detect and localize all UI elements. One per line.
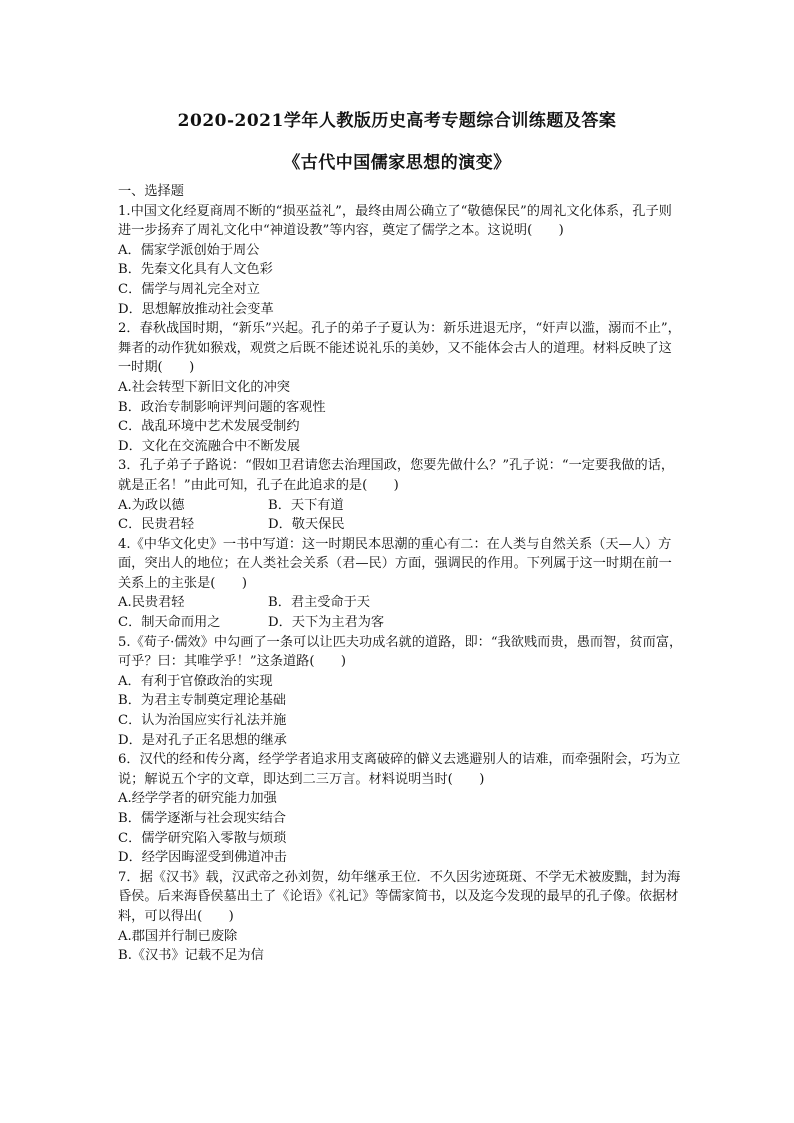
- option-a: A.民贵君轻: [118, 595, 185, 611]
- question-stem: 6．汉代的经和传分离，经学学者追求用支离破碎的僻义去逃避别人的诘难，而牵强附会，巧为立说；解说五个字的文章，即达到二三万言。材料说明当时( ): [118, 752, 681, 787]
- question-2: [118, 319, 684, 456]
- question-stem: 5.《荀子·儒效》中勾画了一条可以让匹夫功成名就的道路，即：“我欲贱而贵，愚而智，贫而富，可乎？曰：其唯学乎！”这条道路( ): [118, 634, 683, 670]
- option-a: A.为政以德: [118, 497, 185, 513]
- question-4: [118, 535, 684, 633]
- question-stem: 3．孔子弟子子路说：“假如卫君请您去治理国政，您要先做什么？”孔子说：“一定要我做的话，就是正名！”由此可知，孔子在此追求的是( ): [118, 458, 675, 493]
- question-stem: 1.中国文化经夏商周不断的“损巫益礼”，最终由周公确立了“敬德保民”的周礼文化体系，孔子则进一步扬弃了周礼文化中“神道设教”等内容，奠定了儒学之本。这说明( ): [118, 203, 672, 239]
- question-stem: 4.《中华文化史》一书中写道：这一时期民本思潮的重心有二：在人类与自然关系（天—人）方面，突出人的地位；在人类社会关系（君—民）方面，强调民的作用。下列属于这一时期在前一关系上的主张是( ): [118, 536, 672, 591]
- option-a: A．有利于官僚政治的实现: [118, 673, 273, 689]
- document-body: [118, 182, 684, 966]
- option-c: C．战乱环境中艺术发展受制约: [118, 419, 300, 435]
- option-d: D．是对孔子正名思想的继承: [118, 732, 287, 748]
- option-b: B．政治专制影响评判问题的客观性: [118, 399, 326, 415]
- question-stem: 2．春秋战国时期，“新乐”兴起。孔子的弟子子夏认为：新乐进退无序，“奸声以滥，溺而不止”，舞者的动作犹如猴戏，观赏之后既不能述说礼乐的美妙，又不能体会古人的道理。材料反映了这一时期( ): [118, 321, 681, 376]
- option-c: C．认为治国应实行礼法并施: [118, 713, 287, 729]
- option-d: D．文化在交流融合中不断发展: [118, 438, 301, 454]
- option-row: [118, 515, 684, 535]
- option-row: [118, 613, 684, 633]
- question-7: [118, 868, 684, 966]
- option-c: C．儒学研究陷入零散与烦琐: [118, 830, 287, 846]
- option-b: B．为君主专制奠定理论基础: [118, 693, 286, 709]
- option-a: A．儒家学派创始于周公: [118, 242, 260, 258]
- option-d: D．经学因晦涩受到佛道冲击: [118, 850, 287, 866]
- option-a: A.经学学者的研究能力加强: [118, 791, 277, 807]
- option-d: D．天下为主君为客: [268, 615, 385, 631]
- section-heading: 一、选择题: [118, 184, 184, 199]
- document-title: 2020-2021学年人教版历史高考专题综合训练题及答案: [177, 111, 617, 131]
- option-b: B.《汉书》记载不足为信: [118, 948, 264, 964]
- option-c: C．儒学与周礼完全对立: [118, 281, 260, 297]
- option-row: [118, 593, 684, 613]
- option-b: B．天下有道: [268, 497, 344, 513]
- option-b: B．先秦文化具有人文色彩: [118, 262, 273, 278]
- question-1: [118, 202, 684, 320]
- option-b: B．儒学逐渐与社会现实结合: [118, 811, 286, 826]
- option-a: A.社会转型下新旧文化的冲突: [118, 379, 290, 395]
- option-row: [118, 496, 684, 516]
- question-stem: 7．据《汉书》载，汉武帝之孙刘贺，幼年继承王位．不久因劣迹斑斑、不学无术被废黜，封为海昏侯。后来海昏侯墓出土了《论语》《礼记》等儒家简书，以及迄今发现的最早的孔子像。依据材料，可以得出( ): [118, 869, 681, 924]
- option-d: D．敬天保民: [268, 517, 345, 533]
- option-a: A.郡国并行制已废除: [118, 928, 238, 944]
- option-c: C．制天命而用之: [118, 615, 221, 631]
- document-subtitle: 《古代中国儒家思想的演变》: [283, 153, 511, 173]
- option-d: D．思想解放推动社会变革: [118, 301, 274, 317]
- option-b: B．君主受命于天: [268, 595, 371, 611]
- option-c: C．民贵君轻: [118, 517, 195, 533]
- question-6: [118, 750, 684, 868]
- question-5: [118, 633, 684, 751]
- question-3: [118, 456, 684, 534]
